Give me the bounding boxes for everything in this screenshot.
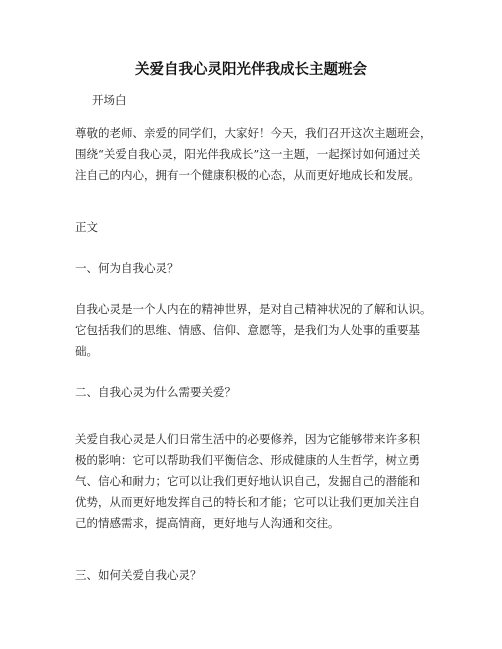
- opening-line-3: 注自己的内心，拥有一个健康积极的心态，从而更好地成长和发展。: [75, 168, 420, 182]
- section2-line-2: 极的影响：它可以帮助我们平衡信念、形成健康的人生哲学，树立勇: [75, 453, 420, 467]
- section1-heading: 一、何为自我心灵？: [75, 261, 179, 275]
- section2-heading: 二、自我心灵为什么需要关爱？: [75, 385, 236, 399]
- opening-line-2: 围绕“关爱自我心灵，阳光伴我成长”这一主题，一起探讨如何通过关: [75, 147, 421, 161]
- section2-line-3: 气、信心和耐力；它可以让我们更好地认识自己，发掘自己的潜能和: [75, 474, 420, 488]
- opening-line-1: 尊敬的老师、亲爱的同学们，大家好！今天，我们召开这次主题班会，: [75, 126, 432, 140]
- section2-line-1: 关爱自我心灵是人们日常生活中的必要修养，因为它能够带来许多积: [75, 432, 420, 446]
- document-title: 关爱自我心灵阳光伴我成长主题班会: [135, 62, 367, 78]
- section3-heading: 三、如何关爱自我心灵？: [75, 568, 202, 582]
- section2-line-5: 己的情感需求，提高情商，更好地与人沟通和交往。: [75, 516, 340, 530]
- section1-line-3: 础。: [75, 344, 98, 358]
- body-heading: 正文: [75, 220, 98, 234]
- section1-line-1: 自我心灵是一个人内在的精神世界，是对自己精神状况的了解和认识。: [75, 302, 432, 316]
- opening-heading: 开场白: [92, 93, 127, 107]
- section2-line-4: 优势，从而更好地发挥自己的特长和才能；它可以让我们更加关注自: [75, 495, 420, 509]
- section1-line-2: 它包括我们的思维、情感、信仰、意愿等，是我们为人处事的重要基: [75, 323, 420, 337]
